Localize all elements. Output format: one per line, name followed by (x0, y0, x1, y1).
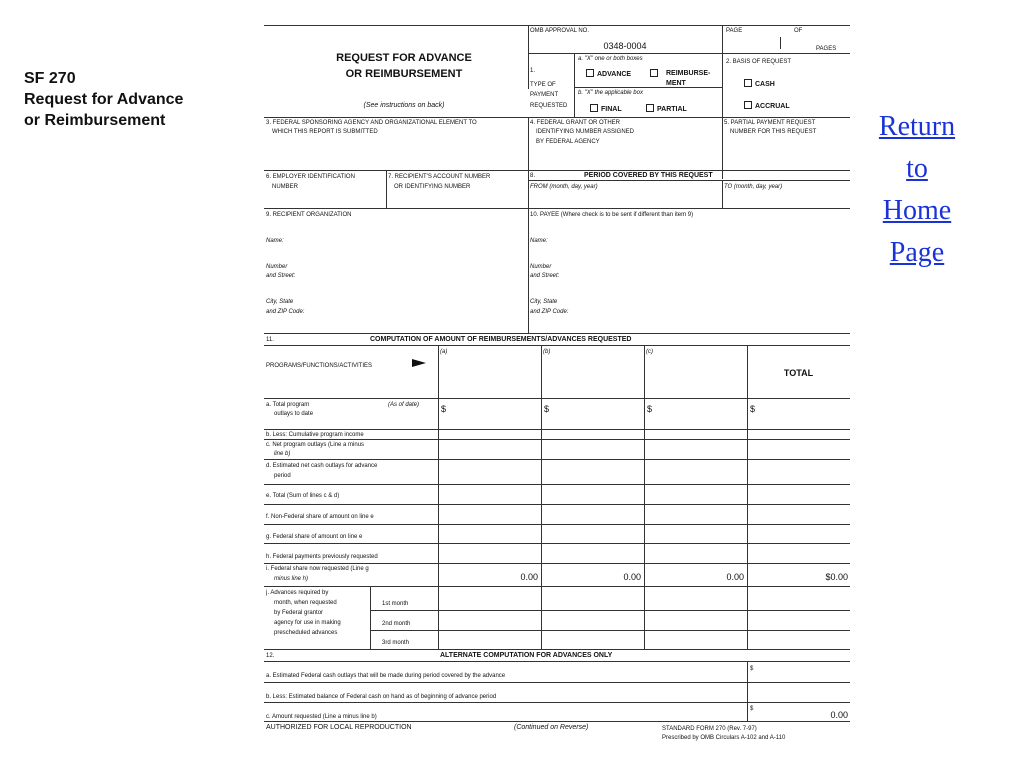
form-title: REQUEST FOR ADVANCE (336, 52, 472, 64)
line-i-col-a: 0.00 (520, 572, 538, 582)
page-label: PAGE (726, 28, 743, 34)
basis-of-request-label: 2. BASIS OF REQUEST (726, 59, 792, 65)
period-covered-heading: PERIOD COVERED BY THIS REQUEST (584, 172, 713, 179)
final-checkbox[interactable]: FINAL (590, 104, 622, 114)
accrual-checkbox[interactable]: ACCRUAL (744, 101, 790, 111)
reproduction-note: AUTHORIZED FOR LOCAL REPRODUCTION (266, 724, 412, 731)
form-number: SF 270 (24, 70, 76, 87)
total-column-header: TOTAL (783, 368, 814, 378)
line-i-total: $0.00 (825, 572, 848, 582)
advance-checkbox[interactable]: ADVANCE (586, 69, 631, 79)
instructions-note: (See instructions on back) (363, 102, 445, 109)
type-of-payment-label: TYPE OF (530, 82, 556, 88)
line-i-col-c: 0.00 (726, 572, 744, 582)
form-title-line: or Reimbursement (24, 112, 166, 129)
omb-label: OMB APPROVAL NO. (530, 28, 590, 34)
prescribed-note: Prescribed by OMB Circulars A-102 and A-110 (662, 735, 786, 741)
omb-number: 0348-0004 (603, 41, 647, 51)
section-11-title: COMPUTATION OF AMOUNT OF REIMBURSEMENTS/ADVANCES REQUESTED (370, 336, 632, 343)
cash-checkbox[interactable]: CASH (744, 79, 775, 89)
sf270-form: REQUEST FOR ADVANCE OR REIMBURSEMENT (See instructions on back) OMB APPROVAL NO. 0348-0004 PAGE OF PAGES 1. TYPE OF PAYMENT REQUESTED a. "X" one or both boxes ADVANCE REIMBURSE- MENT b. "X" the applicable box FINAL PARTIAL 2. BASIS OF REQUEST CASH ACCRUAL 3. FEDERAL SPONSORING AGENCY AND ORGANIZATIONAL ELEMENT TO WHICH THIS REPORT IS SUBMITTED 4. FEDERAL GRANT OR OTHER IDENTIFYING NUMBER ASSIGNED BY FEDERAL AGENCY 5. PARTIAL PAYMENT REQUEST NUMBER FOR THIS REQUEST 6. EMPLOYER IDENTIFICATION NUMBER 7. RECIPIENT'S ACCOUNT NUMBER OR IDENTIFYING NUMBER 8. PERIOD COVERED BY THIS REQUEST FROM (month, day, year) TO (month, day, year) 9. RECIPIENT ORGANIZATION Name: Number and Street: City, State and ZIP Code: 10. PAYEE (Where check is to be sent if different than item 9) Name: Number and Street: City, State and ZIP Code: 11. COMPUTATION OF AMOUNT OF REIMBURSEMENTS/ADVANCES REQUESTED PROGRAMS/FUNCTIONS/ACTIVITIES (a) (b) (c) TOTAL a. Total program outlays to date (As of date) $ $ $ $ b. Less: Cumulative program income c. Net program outlays (Line a minus line b) d. Estimated net cash outlays for advance period e. Total (Sum of lines c & d) f. Non-Federal share of amount on line e g. Federal share of amount on line e h. Federal payments previously requested i. Federal share now requested (Line g minus line h) 0.00 0.00 0.00 $0.00 j. Advances required by month, when requested by Federal grantor agency for use in making prescheduled advances 1st month 2nd month 3rd month 12. ALTERNATE COMPUTATION FOR ADVANCES ONLY a. Estimated Federal cash outlays that will be made during period covered by the advance b. Less: Estimated balance of Federal cash on hand as of beginning of advance period c. Amount requested (Line a minus line b) $ $ 0.00 AUTHORIZED FOR LOCAL REPRODUCTION (Continued on Reverse) STANDARD FORM 270 (Rev. 7-97) Prescribed by OMB Circulars A-102 and A-110 (264, 25, 850, 745)
arrow-right-icon (412, 359, 426, 367)
return-home-link[interactable]: Return to Home Page (878, 111, 956, 268)
amount-requested: 0.00 (830, 710, 848, 720)
pages-label: PAGES (816, 46, 837, 52)
continued-note: (Continued on Reverse) (514, 724, 589, 731)
standard-form-label: STANDARD FORM 270 (Rev. 7-97) (662, 726, 757, 732)
line-i-col-b: 0.00 (623, 572, 641, 582)
form-title-line: Request for Advance (24, 91, 184, 108)
reimbursement-checkbox[interactable] (650, 69, 661, 79)
form-description (24, 68, 183, 131)
form-title: OR REIMBURSEMENT (345, 68, 463, 80)
section-12-title: ALTERNATE COMPUTATION FOR ADVANCES ONLY (440, 652, 613, 659)
partial-checkbox[interactable]: PARTIAL (646, 104, 687, 114)
of-label: OF (794, 28, 803, 34)
programs-label: PROGRAMS/FUNCTIONS/ACTIVITIES (266, 363, 373, 369)
